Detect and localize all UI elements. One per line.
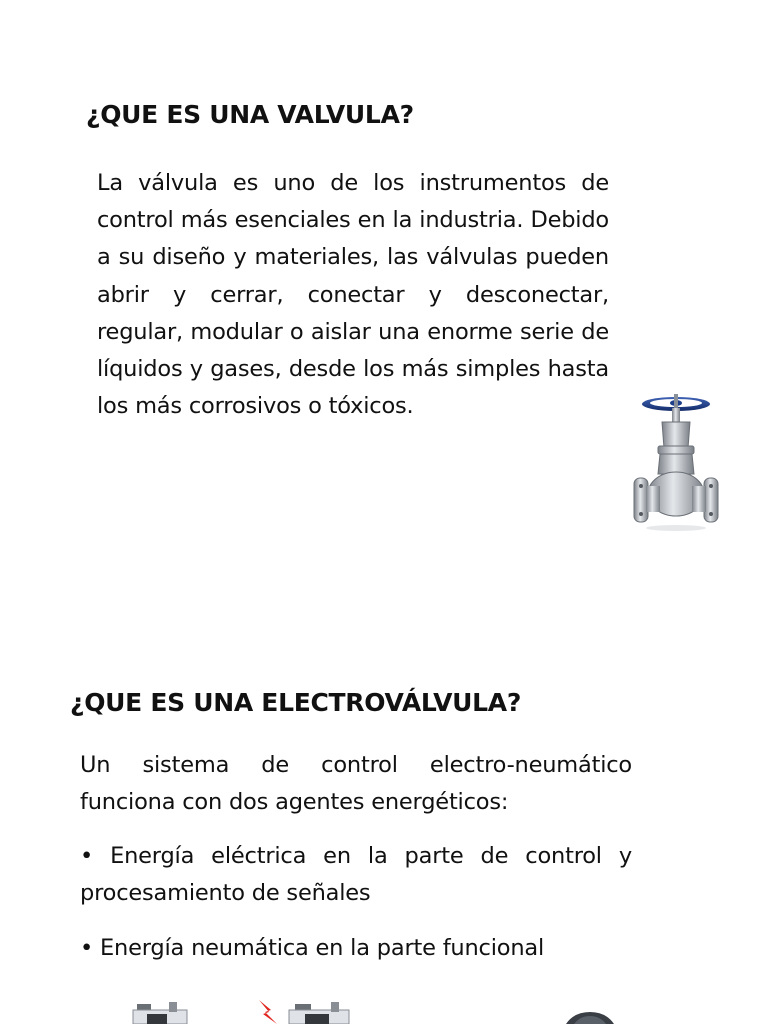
gate-valve-image <box>628 390 720 532</box>
electrovalve-description: Un sistema de control electro-neumático funciona con dos agentes energéticos: <box>80 752 632 816</box>
valve-heading: ¿QUE ES UNA VALVULA? <box>86 100 414 129</box>
valve-description: La válvula es uno de los instrumentos de control más esenciales en la industria. Debido a su diseño y materiales, las válvulas pueden abrir y cerrar, conectar y desconectar, regular, modular o aislar una enorme serie de líquidos y gases, desde los más simples hasta los más corrosivos o tóxicos. <box>97 170 609 420</box>
bullet-pneumatic-energy: • Energía neumática en la parte funcional <box>80 935 545 961</box>
solenoid-valve-image-1 <box>125 998 195 1024</box>
electrovalve-heading: ¿QUE ES UNA ELECTROVÁLVULA? <box>70 688 522 717</box>
solenoid-valve-image-2 <box>255 998 355 1024</box>
bullet-electrical-energy: • Energía eléctrica en la parte de control y procesamiento de señales <box>80 843 632 907</box>
solenoid-valve-image-3 <box>560 1008 620 1024</box>
